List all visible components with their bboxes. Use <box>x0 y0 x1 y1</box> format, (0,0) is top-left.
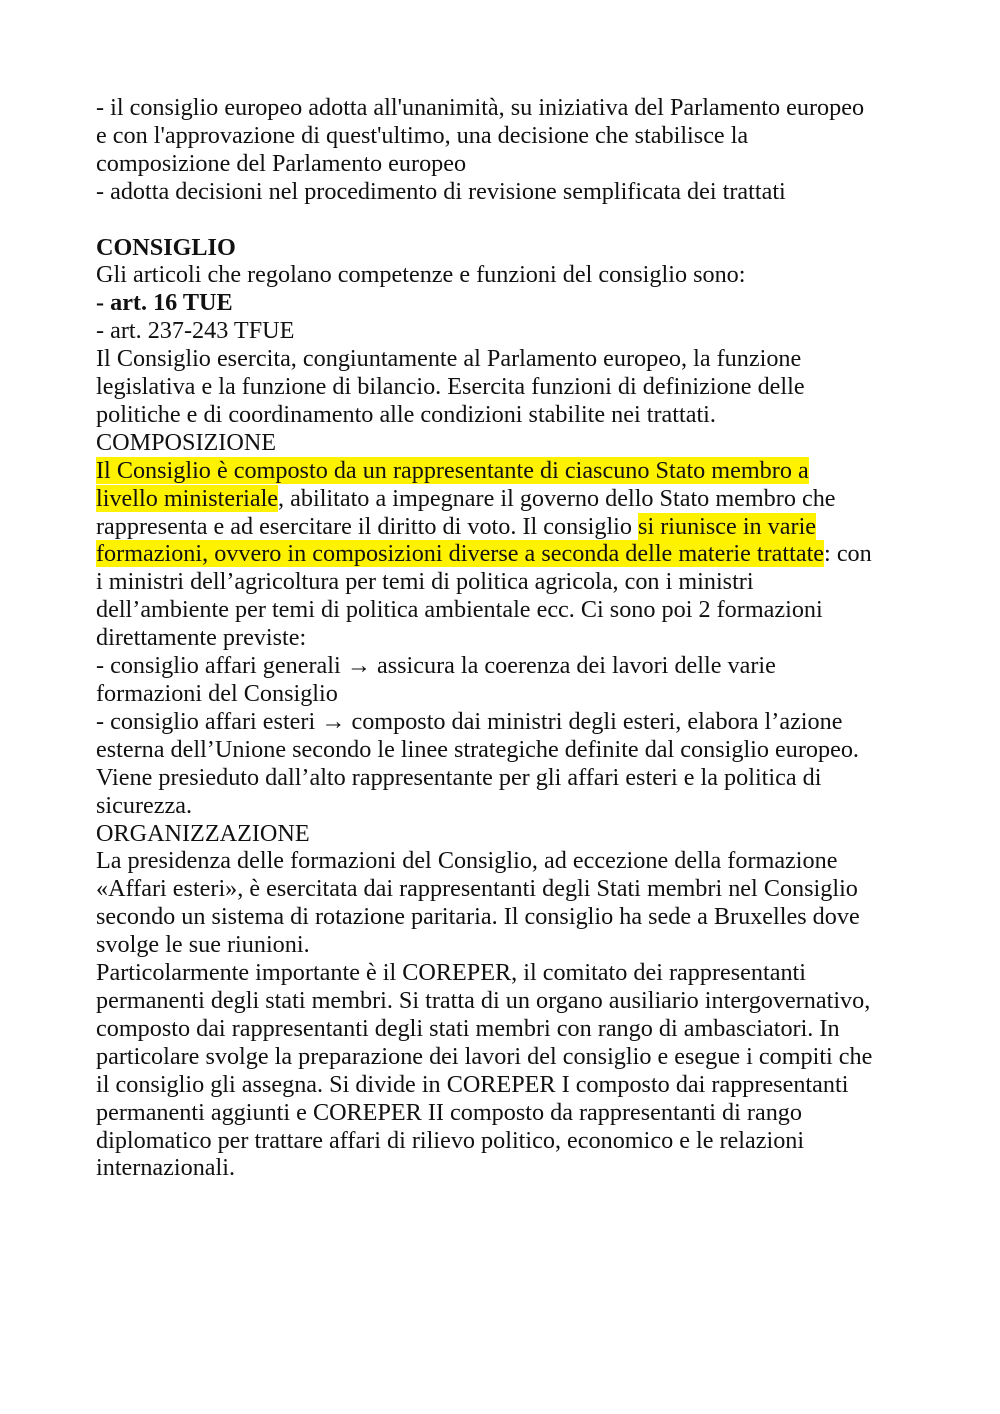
subsection-heading: ORGANIZZAZIONE <box>96 819 310 847</box>
composizione-section <box>96 429 926 820</box>
text-line: - il consiglio europeo adotta all'unanimità, su iniziativa del Parlamento europeo <box>96 94 865 121</box>
highlighted-text: livello ministeriale <box>96 484 279 512</box>
text-line: particolare svolge la preparazione dei lavori del consiglio e esegue i compiti che <box>96 1042 873 1070</box>
text-line <box>96 540 926 568</box>
text-line: svolge le sue riunioni. <box>96 931 310 959</box>
subsection-heading: COMPOSIZIONE <box>96 428 277 456</box>
text-line: Viene presieduto dall’alto rappresentante per gli affari esteri e la politica di <box>96 763 822 791</box>
text-fragment: : con <box>824 540 872 568</box>
text-line: il consiglio gli assegna. Si divide in COREPER I composto dai rappresentanti <box>96 1070 849 1098</box>
text-line: direttamente previste: <box>96 624 307 652</box>
article-reference-tfue: - art. 237-243 TFUE <box>96 317 295 345</box>
text-line <box>96 457 926 485</box>
blank-line <box>96 206 926 234</box>
text-line: permanenti aggiunti e COREPER II composto da rappresentanti di rango <box>96 1098 802 1126</box>
text-line: composizione del Parlamento europeo <box>96 149 467 177</box>
highlighted-text: formazioni, ovvero in composizioni diverse a seconda delle materie trattate <box>96 540 825 568</box>
text-line: esterna dell’Unione secondo le linee strategiche definite dal consiglio europeo. <box>96 735 859 763</box>
text-line: e con l'approvazione di quest'ultimo, una decisione che stabilisce la <box>96 121 749 149</box>
text-line: secondo un sistema di rotazione paritaria. Il consiglio ha sede a Bruxelles dove <box>96 903 860 931</box>
text-line: Gli articoli che regolano competenze e funzioni del consiglio sono: <box>96 261 746 289</box>
text-line: diplomatico per trattare affari di rilievo politico, economico e le relazioni <box>96 1126 805 1154</box>
text-line: legislativa e la funzione di bilancio. Esercita funzioni di definizione delle <box>96 373 805 401</box>
organizzazione-section <box>96 820 926 1183</box>
text-line: formazioni del Consiglio <box>96 680 338 708</box>
text-line: composto dai rappresentanti degli stati membri con rango di ambasciatori. In <box>96 1014 840 1042</box>
text-line: «Affari esteri», è esercitata dai rappresentanti degli Stati membri nel Consiglio <box>96 875 858 903</box>
text-line <box>96 485 926 513</box>
intro-section <box>96 94 926 206</box>
highlighted-text: Il Consiglio è composto da un rappresentante di ciascuno Stato membro a <box>96 456 809 484</box>
text-line <box>96 513 926 541</box>
text-line: sicurezza. <box>96 791 193 819</box>
section-heading: CONSIGLIO <box>96 233 236 261</box>
text-line: i ministri dell’agricoltura per temi di politica agricola, con i ministri <box>96 568 754 596</box>
text-line: Particolarmente importante è il COREPER, il comitato dei rappresentanti <box>96 959 806 987</box>
text-fragment: rappresenta e ad esercitare il diritto di voto. Il consiglio <box>96 512 639 540</box>
document-page <box>96 94 926 1182</box>
text-line: Il Consiglio esercita, congiuntamente al Parlamento europeo, la funzione <box>96 345 802 373</box>
text-line: - consiglio affari esteri → composto dai ministri degli esteri, elabora l’azione <box>96 707 843 735</box>
text-line: internazionali. <box>96 1154 236 1182</box>
text-line: politiche e di coordinamento alle condizioni stabilite nei trattati. <box>96 400 716 428</box>
text-fragment: , abilitato a impegnare il governo dello Stato membro che <box>278 484 836 512</box>
highlighted-text: si riunisce in varie <box>638 512 817 540</box>
text-line: dell’ambiente per temi di politica ambientale ecc. Ci sono poi 2 formazioni <box>96 596 823 624</box>
text-line: La presidenza delle formazioni del Consiglio, ad eccezione della formazione <box>96 847 838 875</box>
consiglio-section <box>96 234 926 429</box>
article-reference-tue: - art. 16 TUE <box>96 289 233 317</box>
text-line: permanenti degli stati membri. Si tratta di un organo ausiliario intergovernativo, <box>96 986 871 1014</box>
text-line: - adotta decisioni nel procedimento di revisione semplificata dei trattati <box>96 177 786 205</box>
text-line: - consiglio affari generali → assicura la coerenza dei lavori delle varie <box>96 652 776 680</box>
